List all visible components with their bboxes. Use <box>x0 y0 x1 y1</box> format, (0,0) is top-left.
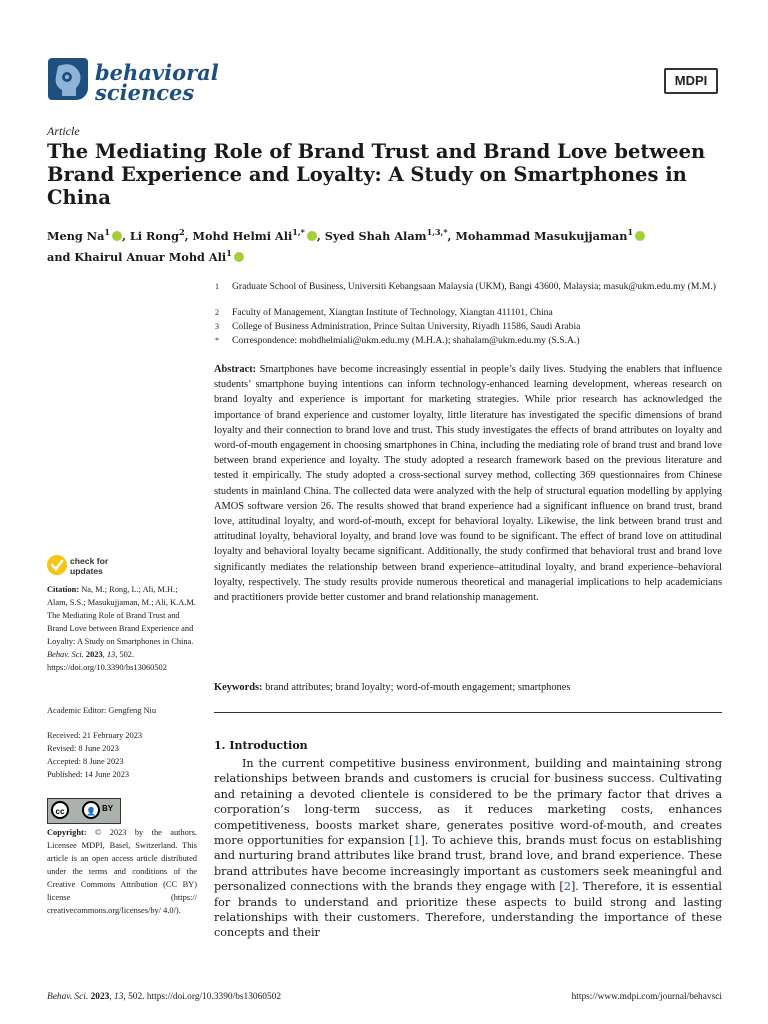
introduction-paragraph: In the current competitive business environment, building and maintaining strong relationships between brands and customers is crucial for business success. Cultivating and retaining a devoted clientele is considered to be the primary factor that drives a corporation’s long-term success, as it reduces marketing costs, enhances competitiveness, boosts market share, generates positive word-of-mouth, and creates more opportunities for expansion [1]. To achieve this, brands must focus on establishing and nurturing brand attributes like brand trust, brand love, and brand experience. These brand attributes have become increasingly important as customers seek meaningful and personalized connections with the brands they engage with [2]. Therefore, it is essential for brands to understand and prioritize these aspects to build strong and lasting relationships with their customers. Therefore, understanding the importance of these concepts and their <box>214 757 722 940</box>
correspondence: * Correspondence: mohdhelmiali@ukm.edu.my (M.H.A.); shahalam@ukm.edu.my (S.S.A.) <box>215 335 580 346</box>
author-affiliation-mark: 1 <box>226 247 232 258</box>
article-type: Article <box>47 124 80 138</box>
author-name: Syed Shah Alam <box>324 228 427 243</box>
orcid-icon[interactable] <box>112 231 122 241</box>
footer-citation: Behav. Sci. 2023, 13, 502. https://doi.org/10.3390/bs13060502 <box>47 992 282 1002</box>
keywords-label: Keywords: <box>214 682 263 693</box>
publisher-logo: MDPI <box>664 68 718 94</box>
author-name: Mohammad Masukujjaman <box>455 228 628 243</box>
journal-logo-icon <box>48 58 88 100</box>
publication-dates: Received: 21 February 2023 Revised: 8 June 2023 Accepted: 8 June 2023 Published: 14 June 2023 <box>47 731 143 779</box>
affiliation-2: 2 Faculty of Management, Xiangtan Institute of Technology, Xiangtan 411101, China <box>215 307 553 318</box>
author-name: Meng Na <box>47 228 105 243</box>
abstract <box>214 362 722 605</box>
abstract-label: Abstract: <box>214 364 257 375</box>
section-heading: 1. Introduction <box>214 739 308 752</box>
divider <box>214 712 722 713</box>
author-affiliation-mark: 2 <box>179 227 185 237</box>
reference-link[interactable]: 2 <box>563 880 571 894</box>
introduction-body <box>214 756 722 941</box>
journal-name-line1: behavioral <box>95 60 219 85</box>
citation-block: Citation: Na, M.; Rong, L.; Ali, M.H.; Alam, S.S.; Masukujjaman, M.; Ali, K.A.M. The Mediating Role of Brand Trust and Brand Love between Brand Experience and Loyalty: A Study on Smartphones in China. Behav. Sci. 2023, 13, 502. https://doi.org/10.3390/bs13060502 <box>47 585 196 672</box>
reference-link[interactable]: 1 <box>413 834 421 848</box>
orcid-icon[interactable] <box>234 252 244 262</box>
orcid-icon[interactable] <box>635 231 645 241</box>
copyright-block: Copyright: © 2023 by the authors. Licensee MDPI, Basel, Switzerland. This article is an open access article distributed under the terms and conditions of the Creative Commons Attribution (CC BY) license (https:// creativecommons.org/licenses/by/ 4.0/). <box>47 828 198 915</box>
author-list: Meng Na$^1$ , Li Rong$^2$, Mohd Helmi Ali$^{1,*}$ , Syed Shah Alam$^{1,3,*}$, Mohammad Masukujjaman$^1$ and Khairul Anuar Mohd Ali$^1$ <box>47 224 727 266</box>
abstract-text: Smartphones have become increasingly essential in people’s daily lives. Studying the enablers that influence students’ smartphone buying intentions can inform technology-enhanced learning development, whereas research on brand loyalty and experience is important for marketing strategies. While prior research has acknowledged the importance of brand experience and customer loyalty, little literature has investigated the specific dimensions of brand loyalty and their connection to brand love and trust. This study investigates the effects of brand attributes on loyalty and word-of-mouth engagement in choosing smartphones in China, including the mediating role of brand trust and brand love between brand experience and loyalty. The study adopted a research framework based on the previous literature and tested it empirically. The study adopted a cross-sectional survey method, collecting 369 questionnaires from Chinese students in mainland China. The collected data were analyzed with the help of structural equation modelling by applying AMOS software version 26. The results showed that brand experience had a significant influence on brand trust, brand love, attitudinal loyalty, and word-of-mouth, except for behavioral loyalty. Likewise, the link between brand trust and attitudinal loyalty, behavioral loyalty, and brand love was found to be significant. The effect of brand love on attitudinal loyalty and behavioral loyalty became significant. Additionally, the study confirmed that behavioral trust and brand love significantly mediates the relationship between brand experience–attitudinal loyalty, and brand experience–behavioral loyalty, respectively. The study results provide numerous theoretical and managerial implications to help academicians and practitioners provide better customer and brand relationship management. <box>214 364 722 604</box>
academic-editor: Academic Editor: Gengfeng Niu <box>47 706 157 715</box>
author-affiliation-mark: 1 <box>627 227 634 237</box>
author-name: and Khairul Anuar Mohd Ali <box>47 249 227 264</box>
check-for-updates-icon[interactable] <box>47 555 67 575</box>
author-affiliation-mark: 1,* <box>292 227 305 237</box>
check-for-updates-label[interactable]: check for updates <box>70 556 109 576</box>
orcid-icon[interactable] <box>307 231 317 241</box>
keywords-text: brand attributes; brand loyalty; word-of-mouth engagement; smartphones <box>265 682 571 693</box>
article-title: The Mediating Role of Brand Trust and Brand Love between Brand Experience and Loyalty: A Study on Smartphones in China <box>47 140 706 209</box>
author-affiliation-mark: 1 <box>104 227 110 237</box>
cc-by-license-icon[interactable]: cc 👤 BY <box>47 798 121 824</box>
by-person-icon: 👤 <box>82 801 100 819</box>
author-name: Mohd Helmi Ali <box>192 228 293 243</box>
journal-name-line2: sciences <box>95 80 195 105</box>
keywords <box>214 680 722 695</box>
author-affiliation-mark: 1,3,* <box>426 227 448 237</box>
author-name: Li Rong <box>129 228 180 243</box>
affiliation-1: 1 Graduate School of Business, Universiti Kebangsaan Malaysia (UKM), Bangi 43600, Malaysia; masuk@ukm.edu.my (M.M.) <box>215 281 716 292</box>
journal-url[interactable]: https://www.mdpi.com/journal/behavsci <box>571 992 722 1002</box>
affiliation-3: 3 College of Business Administration, Prince Sultan University, Riyadh 11586, Saudi Arabia <box>215 321 581 332</box>
